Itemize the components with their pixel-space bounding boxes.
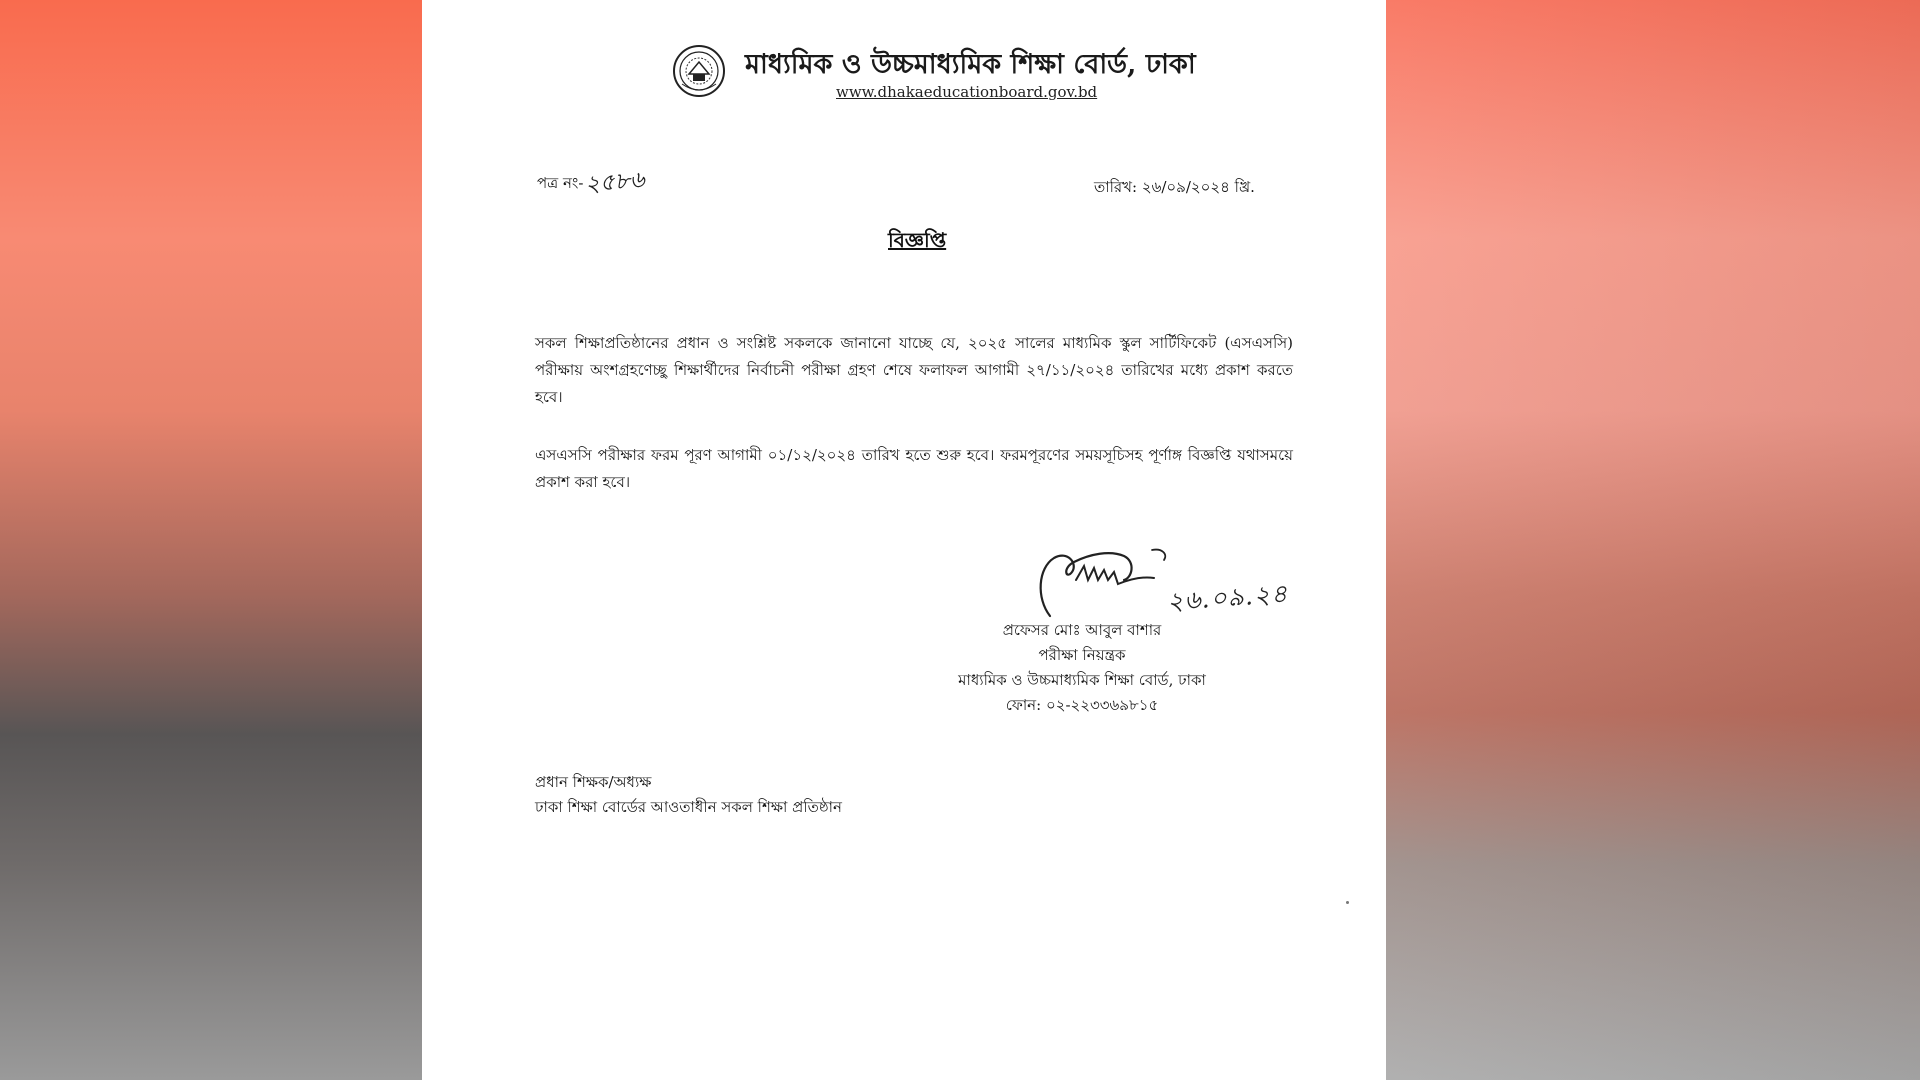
signature-date: ২৬.০৯.২৪ [1165,578,1290,617]
signatory-designation: পরীক্ষা নিয়ন্ত্রক [1038,646,1126,664]
notice-paragraph-2: এসএসসি পরীক্ষার ফরম পূরণ আগামী ০১/১২/২০২৪ তারিখ হতে শুরু হবে। ফরমপূরণের সময়সূচিসহ পূর্ণাঙ্গ বিজ্ঞপ্তি যথাসময়ে প্রকাশ করা হবে। [535,446,1293,491]
right-backdrop [1386,0,1920,1080]
signatory-name: প্রফেসর মোঃ আবুল বাশার [1002,621,1162,639]
board-name-heading: মাধ্যমিক ও উচ্চমাধ্যমিক শিক্ষা বোর্ড, ঢাকা [745,49,1196,80]
board-seal-icon [672,44,726,98]
paper-speck [1346,901,1349,904]
recipient-line-1: প্রধান শিক্ষক/অধ্যক্ষ [535,773,652,791]
reference-label: পত্র নং- [537,174,584,192]
signatory-block [947,618,1217,718]
board-website-link[interactable]: www.dhakaeducationboard.gov.bd [836,83,1098,101]
notice-paragraph-1: সকল শিক্ষাপ্রতিষ্ঠানের প্রধান ও সংশ্লিষ্ট সকলকে জানানো যাচ্ছে যে, ২০২৫ সালের মাধ্যমিক স্কুল সার্টিফিকেট (এসএসসি) পরীক্ষায় অংশগ্রহণেচ্ছু শিক্ষার্থীদের নির্বাচনী পরীক্ষা গ্রহণ শেষে ফলাফল আগামী ২৭/১১/২০২৪ তারিখের মধ্যে প্রকাশ করতে হবে। [535,334,1293,406]
notice-title: বিজ্ঞপ্তি [888,228,947,252]
recipient-block [535,770,842,820]
notice-date: তারিখ: ২৬/০৯/২০২৪ খ্রি. [1094,178,1255,196]
signature-icon [1032,528,1182,623]
signatory-office: মাধ্যমিক ও উচ্চমাধ্যমিক শিক্ষা বোর্ড, ঢাকা [958,671,1206,689]
notice-document [422,0,1386,1080]
signatory-phone: ফোন: ০২-২২৩৩৬৯৮১৫ [1005,696,1159,714]
reference-number: ২৫৮৬ [583,166,646,198]
left-backdrop [0,0,422,1080]
recipient-line-2: ঢাকা শিক্ষা বোর্ডের আওতাধীন সকল শিক্ষা প্রতিষ্ঠান [535,798,842,816]
